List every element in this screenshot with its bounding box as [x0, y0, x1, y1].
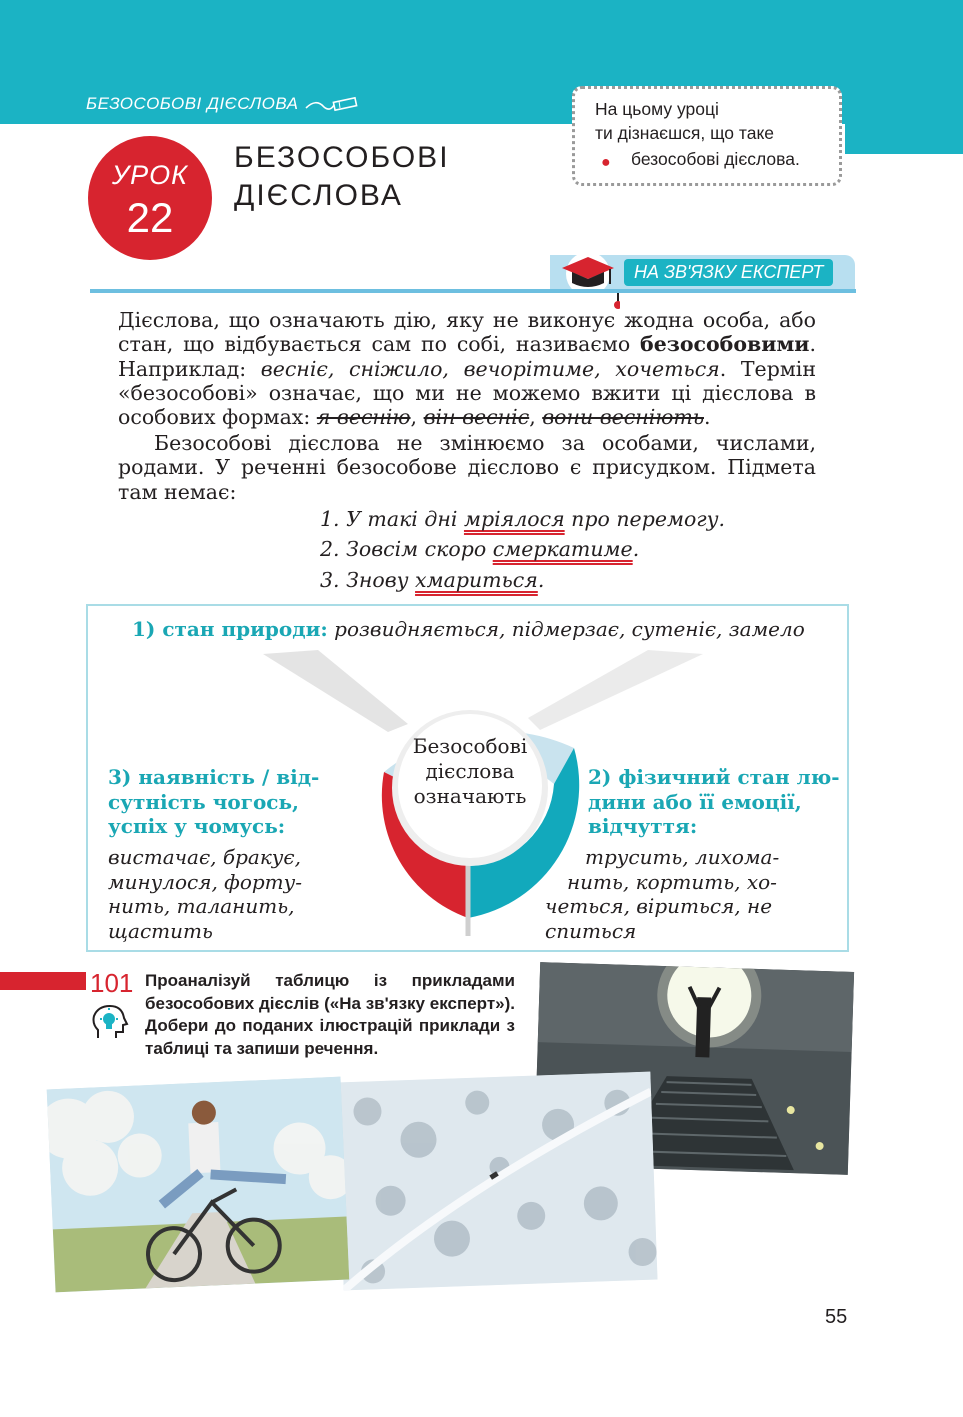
diagram-center-label: [400, 734, 540, 809]
example-2-predicate: смеркатиме: [492, 537, 633, 561]
expert-tab-label: НА ЗВ'ЯЗКУ ЕКСПЕРТ: [624, 259, 833, 286]
center-line-1: Безособові: [412, 734, 528, 758]
page-number: 55: [825, 1306, 848, 1328]
category-nature-examples: розвидняється, підмерзає, сутеніє, замело: [334, 617, 805, 641]
category-presence-title: [108, 765, 338, 839]
theory-p1-part-c: . Термін «безособові» означає, що ми не можемо вжити ці дієслова в особових формах:: [118, 356, 816, 430]
woman-on-bicycle-photo: [47, 1077, 350, 1293]
cat3-title-line-1: 3) наявність / від-: [108, 765, 320, 789]
section-label-text: БЕЗОСОБОВІ ДІЄСЛОВА: [86, 94, 299, 113]
goals-bullet: ●: [601, 154, 611, 171]
cat2-title-line-1: 2) фізичний стан лю-: [588, 765, 840, 789]
theory-p1-part-a: Дієслова, що означають дію, яку не виконує жодна особа, або стан, що відбувається сам по собі, називаємо: [118, 308, 816, 357]
lesson-number: 22: [126, 194, 174, 241]
cat2-ex-line-2: нить, кортить, хо-: [567, 869, 777, 894]
example-3-after: .: [537, 568, 545, 592]
cat2-title-line-3: відчуття:: [588, 814, 698, 838]
theory-paragraph-1: Дієслова, що означають дію, яку не виконує жодна особа, або стан, що відбувається сам по собі, називаємо безособовими. Наприклад: веснiє, сніжило, вечорітиме, хочеться. Термін «безособові» означає, що ми не можемо вжити ці дієслова в особових формах: я веснію, він веснiє, вони весніють.: [118, 308, 816, 430]
lesson-title: [234, 139, 554, 215]
cat3-ex-line-4: щастить: [108, 918, 213, 943]
cat3-ex-line-3: нить, таланить,: [108, 894, 295, 918]
lesson-badge: [88, 136, 212, 260]
expert-divider: [90, 289, 856, 293]
example-2-before: 2. Зовсім скоро: [320, 537, 493, 561]
example-sentence-2: [320, 537, 639, 561]
center-line-3: означають: [413, 784, 527, 808]
category-nature: [132, 617, 805, 641]
wrong-form-3: вони весніють: [542, 405, 704, 430]
goals-line2: ти дізнаєшся, що таке: [595, 123, 775, 143]
example-1-predicate: мріялося: [463, 507, 565, 531]
lesson-word: УРОК: [111, 160, 189, 190]
pencil-icon: [304, 96, 362, 114]
exercise-instructions: Проаналізуй таблицю із прикладами безособових дієслів («На зв'язку експерт»). Добери до поданих ілюстрацій приклади з таблиці та запиши речення.: [145, 971, 515, 1058]
header-band-strip: [845, 124, 963, 154]
cat2-ex-line-3: четься, віриться, не: [545, 894, 773, 918]
category-physical-title: [588, 765, 848, 839]
example-sentence-3: [320, 568, 544, 592]
center-line-2: дієслова: [425, 759, 515, 783]
example-1-before: 1. У такі дні: [320, 507, 464, 531]
theory-examples: веснiє, сніжило, вечорітиме, хочеться: [260, 356, 720, 381]
goals-line1: На цьому уроці: [595, 99, 719, 119]
category-physical-examples: [545, 845, 805, 943]
lesson-title-line1: БЕЗОСОБОВІ: [234, 141, 450, 174]
theory-term: безособовими: [640, 332, 810, 357]
snowy-forest-road-photo: [336, 1072, 657, 1291]
lesson-goals-box: [572, 86, 842, 186]
cat3-title-line-3: успіх у чомусь:: [108, 814, 286, 838]
cat3-ex-line-2: минулося, форту-: [108, 869, 302, 894]
example-3-before: 3. Знову: [320, 568, 416, 592]
example-2-after: .: [632, 537, 640, 561]
theory-p1-part-b: . Наприклад:: [118, 332, 816, 381]
cat3-title-line-2: сутність чогось,: [108, 789, 300, 814]
exercise-number: 101: [86, 968, 139, 999]
example-3-predicate: хмариться: [415, 568, 538, 592]
cat3-ex-line-1: вистачає, бракує,: [108, 845, 301, 869]
goals-item: безособові дієслова.: [631, 149, 800, 169]
section-label: [86, 94, 362, 114]
category-presence-examples: [108, 845, 338, 943]
graduation-cap-icon: [556, 250, 620, 310]
example-1-after: про перемогу.: [564, 507, 726, 531]
theory-paragraph-2: Безособові дієслова не змінюємо за особами, числами, родами. У реченні безособове дієслово є присудком. Підмета там немає:: [118, 431, 816, 504]
cat2-ex-line-1: трусить, лихома-: [585, 845, 780, 869]
brain-lightbulb-icon: [90, 1004, 130, 1042]
cat2-ex-line-4: спиться: [545, 918, 637, 943]
wrong-form-1: я веснію: [316, 405, 411, 430]
cat2-title-line-2: дини або її емоції,: [588, 789, 802, 814]
lesson-title-line2: ДІЄСЛОВА: [234, 179, 403, 212]
example-sentence-1: [320, 507, 725, 531]
wrong-form-2: він веснiє: [423, 405, 530, 430]
category-nature-title: 1) стан природи:: [132, 617, 328, 641]
